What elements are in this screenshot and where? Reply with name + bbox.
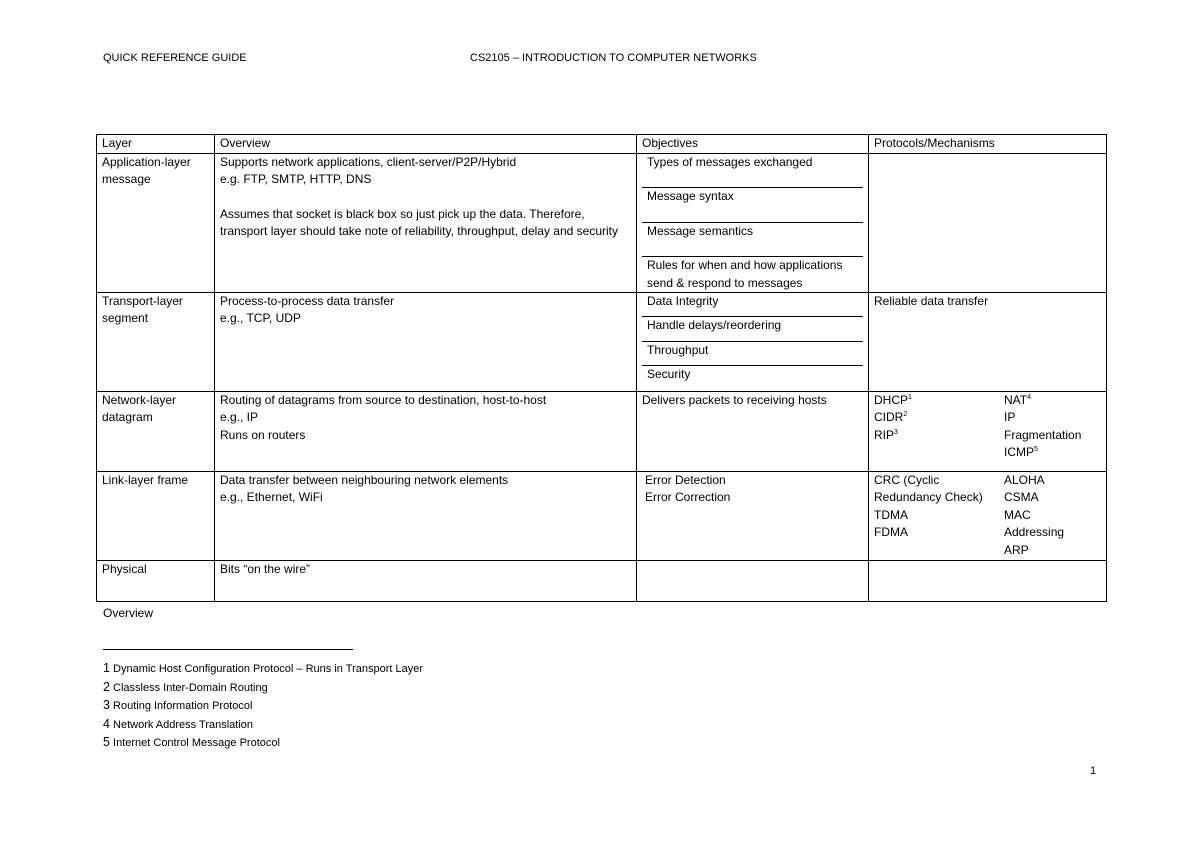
header-left: QUICK REFERENCE GUIDE	[103, 52, 247, 64]
overview-line: e.g., TCP, UDP	[220, 311, 301, 325]
objectives-cell	[637, 292, 869, 391]
protocols-right-column	[1004, 392, 1101, 462]
layer-cell: Physical	[97, 560, 215, 601]
protocol-item: CRC (Cyclic	[874, 472, 940, 487]
protocol-item: Fragmentation	[1004, 427, 1082, 442]
overview-cell: Bits “on the wire”	[215, 560, 637, 601]
protocol-item: IP	[1004, 410, 1016, 424]
table-row-transport	[97, 292, 1107, 391]
page-number: 1	[1090, 765, 1097, 777]
footnote: 5 Internet Control Message Protocol	[103, 735, 280, 749]
overview-line: Process-to-process data transfer	[220, 293, 395, 308]
protocol-item: Addressing	[1004, 525, 1065, 539]
header-title: CS2105 – INTRODUCTION TO COMPUTER NETWORKS	[470, 52, 757, 64]
overview-line: e.g., Ethernet, WiFi	[220, 490, 323, 504]
table-row-physical	[97, 560, 1107, 601]
overview-line: Runs on routers	[220, 427, 306, 442]
table-header-row	[97, 135, 1107, 154]
overview-line: Data transfer between neighbouring network elements	[220, 472, 509, 487]
footnote: 1 Dynamic Host Configuration Protocol – Runs in Transport Layer	[103, 661, 423, 675]
objective-item: Error Correction	[645, 490, 731, 504]
objectives-cell	[637, 471, 869, 560]
objective-item: Types of messages exchanged	[642, 154, 863, 189]
footnote: 4 Network Address Translation	[103, 716, 254, 731]
table-row-link	[97, 471, 1107, 560]
footnotes	[103, 660, 423, 753]
protocol-item: MAC	[1004, 507, 1031, 522]
overview-cell	[215, 471, 637, 560]
header-overview: Overview	[215, 135, 637, 154]
protocols-cell	[869, 471, 1107, 560]
objective-item: Security	[647, 367, 691, 381]
protocols-cell	[869, 391, 1107, 471]
overview-cell	[215, 153, 637, 292]
protocol-item: NAT$^4$	[1004, 392, 1032, 407]
layer-cell: Application-layer message	[97, 153, 215, 292]
header-objectives: Objectives	[637, 135, 869, 154]
overview-cell	[215, 292, 637, 391]
protocol-item: RIP$^3$	[874, 427, 898, 442]
protocol-item: ICMP$^5$	[1004, 445, 1038, 459]
protocol-item: DHCP$^1$	[874, 392, 912, 407]
protocol-item: ALOHA	[1004, 472, 1045, 487]
protocol-item: FDMA	[874, 525, 908, 539]
layer-cell: Network-layer datagram	[97, 391, 215, 471]
protocols-cell	[869, 153, 1107, 292]
objective-item: Data Integrity	[642, 293, 863, 318]
overview-heading: Overview	[103, 606, 154, 620]
protocol-item: ARP	[1004, 542, 1029, 557]
objectives-cell: Delivers packets to receiving hosts	[637, 391, 869, 471]
protocol-item: Redundancy Check)	[874, 490, 983, 504]
table-row-application	[97, 153, 1107, 292]
objective-item: Rules for when and how applications send & respond to messages	[647, 258, 843, 290]
protocols-right-column	[1004, 472, 1101, 560]
layer-cell: Transport-layer segment	[97, 292, 215, 391]
overview-line: Assumes that socket is black box so just pick up the data. Therefore, transport layer should take note of reliability, throughput, delay and security	[220, 206, 619, 238]
protocols-cell: Reliable data transfer	[869, 292, 1107, 391]
overview-line: e.g., IP	[220, 410, 259, 424]
objectives-cell	[637, 560, 869, 601]
protocol-item: TDMA	[874, 507, 908, 522]
objective-item: Message semantics	[642, 223, 863, 258]
footnote: 3 Routing Information Protocol	[103, 698, 253, 712]
protocols-left-column	[874, 392, 1004, 462]
reference-table	[96, 134, 1107, 602]
objective-item: Message syntax	[642, 188, 863, 223]
footnote: 2 Classless Inter-Domain Routing	[103, 679, 268, 694]
table-row-network	[97, 391, 1107, 471]
overview-line: Supports network applications, client-server/P2P/Hybrid	[220, 154, 517, 169]
overview-cell	[215, 391, 637, 471]
objective-item: Handle delays/reordering	[642, 317, 863, 342]
overview-line: e.g. FTP, SMTP, HTTP, DNS	[220, 172, 372, 186]
protocols-cell	[869, 560, 1107, 601]
footnote-separator	[103, 649, 353, 650]
objective-item: Error Detection	[645, 472, 726, 487]
header-layer: Layer	[97, 135, 215, 154]
objective-item: Throughput	[642, 342, 863, 367]
objectives-cell	[637, 153, 869, 292]
header-protocols: Protocols/Mechanisms	[869, 135, 1107, 154]
overview-line: Routing of datagrams from source to destination, host-to-host	[220, 392, 547, 407]
overview-spacer	[220, 189, 631, 206]
protocols-left-column	[874, 472, 1004, 560]
protocol-item: CSMA	[1004, 490, 1039, 504]
layer-cell: Link-layer frame	[97, 471, 215, 560]
protocol-item: CIDR$^2$	[874, 410, 908, 424]
